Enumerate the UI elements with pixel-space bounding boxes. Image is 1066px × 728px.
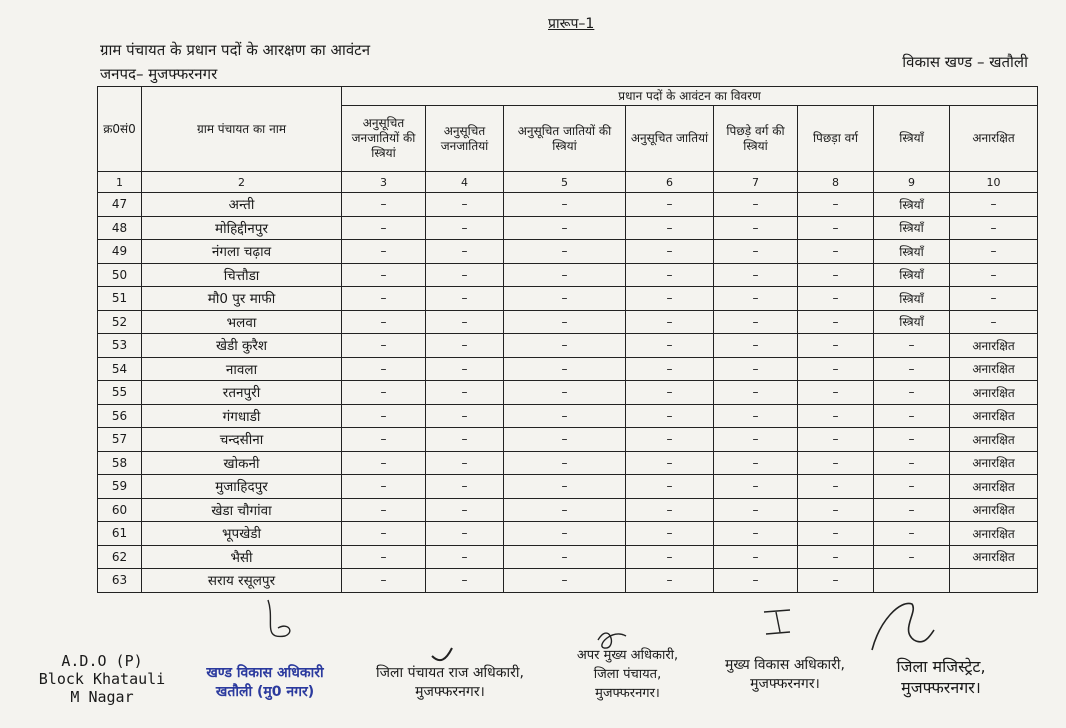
allocation-cell: –: [626, 263, 714, 287]
table-row: [98, 357, 1038, 381]
allocation-cell: –: [342, 498, 426, 522]
allocation-cell: –: [950, 216, 1038, 240]
allocation-cell: –: [342, 357, 426, 381]
allocation-cell: –: [626, 357, 714, 381]
allocation-cell: –: [626, 569, 714, 593]
allocation-cell: –: [426, 334, 504, 358]
allocation-cell: –: [504, 545, 626, 569]
allocation-cell: –: [714, 240, 798, 264]
allocation-cell: –: [874, 381, 950, 405]
allocation-cell: –: [626, 193, 714, 217]
allocation-cell: –: [342, 310, 426, 334]
allocation-cell: –: [798, 240, 874, 264]
allocation-cell: –: [342, 428, 426, 452]
document-title: ग्राम पंचायत के प्रधान पदों के आरक्षण का आवंटन: [100, 41, 371, 59]
table-row: [98, 310, 1038, 334]
allocation-cell: स्त्रियाँ: [874, 193, 950, 217]
allocation-cell: –: [950, 310, 1038, 334]
signature-dm: [866, 656, 1016, 698]
allocation-cell: –: [426, 381, 504, 405]
allocation-cell: –: [342, 263, 426, 287]
allocation-cell: –: [342, 404, 426, 428]
allocation-cell: –: [798, 451, 874, 475]
panchayat-name-cell: भूपखेडी: [142, 522, 342, 546]
allocation-cell: –: [504, 381, 626, 405]
serial-cell: 55: [98, 381, 142, 405]
allocation-cell: –: [798, 428, 874, 452]
allocation-cell: –: [874, 522, 950, 546]
allocation-cell: –: [874, 545, 950, 569]
allocation-cell: –: [798, 287, 874, 311]
serial-cell: 57: [98, 428, 142, 452]
serial-cell: 51: [98, 287, 142, 311]
allocation-cell: –: [504, 357, 626, 381]
allocation-cell: स्त्रियाँ: [874, 263, 950, 287]
allocation-cell: –: [426, 357, 504, 381]
column-number-row: [98, 172, 1038, 193]
panchayat-name-cell: रतनपुरी: [142, 381, 342, 405]
table-row: [98, 381, 1038, 405]
signature-line: खतौली (मु0 नगर): [215, 684, 315, 700]
allocation-cell: –: [426, 522, 504, 546]
table-row: [98, 451, 1038, 475]
column-number: 6: [626, 172, 714, 193]
form-number: प्रारूप–1: [548, 16, 595, 32]
allocation-cell: –: [426, 404, 504, 428]
header-group: प्रधान पदों के आवंटन का विवरण: [342, 87, 1038, 106]
allocation-cell: –: [342, 522, 426, 546]
table-row: [98, 263, 1038, 287]
serial-cell: 53: [98, 334, 142, 358]
allocation-cell: –: [798, 498, 874, 522]
signature-line: जिला पंचायत राज अधिकारी,: [376, 665, 524, 681]
serial-cell: 60: [98, 498, 142, 522]
allocation-cell: –: [342, 475, 426, 499]
allocation-cell: –: [504, 263, 626, 287]
signature-ado: [32, 652, 172, 706]
column-number: 3: [342, 172, 426, 193]
table-row: [98, 569, 1038, 593]
allocation-cell: –: [626, 240, 714, 264]
panchayat-name-cell: भलवा: [142, 310, 342, 334]
allocation-cell: –: [798, 569, 874, 593]
allocation-cell: –: [874, 475, 950, 499]
allocation-cell: –: [798, 310, 874, 334]
column-number: 9: [874, 172, 950, 193]
allocation-cell: –: [626, 334, 714, 358]
table-row: [98, 287, 1038, 311]
allocation-cell: –: [426, 545, 504, 569]
allocation-cell: –: [714, 310, 798, 334]
allocation-cell: –: [342, 240, 426, 264]
column-number: 5: [504, 172, 626, 193]
allocation-cell: –: [504, 287, 626, 311]
header-category: अनुसूचित जनजातियां: [426, 106, 504, 172]
allocation-cell: –: [426, 216, 504, 240]
allocation-cell: –: [874, 404, 950, 428]
allocation-cell: –: [626, 404, 714, 428]
header-serial: क्र0सं0: [98, 87, 142, 172]
allocation-cell: –: [626, 216, 714, 240]
table-row: [98, 216, 1038, 240]
allocation-cell: –: [626, 522, 714, 546]
allocation-cell: –: [342, 334, 426, 358]
column-number: 2: [142, 172, 342, 193]
allocation-cell: –: [714, 428, 798, 452]
allocation-cell: –: [714, 263, 798, 287]
table-row: [98, 240, 1038, 264]
allocation-cell: –: [798, 357, 874, 381]
allocation-cell: स्त्रियाँ: [874, 287, 950, 311]
allocation-cell: –: [714, 381, 798, 405]
header-category: अनारक्षित: [950, 106, 1038, 172]
serial-cell: 61: [98, 522, 142, 546]
allocation-cell: [874, 569, 950, 593]
allocation-cell: –: [342, 381, 426, 405]
column-number: 7: [714, 172, 798, 193]
panchayat-name-cell: चित्तौडा: [142, 263, 342, 287]
allocation-cell: अनारक्षित: [950, 428, 1038, 452]
panchayat-name-cell: सराय रसूलपुर: [142, 569, 342, 593]
allocation-cell: –: [504, 475, 626, 499]
allocation-cell: –: [714, 334, 798, 358]
allocation-cell: अनारक्षित: [950, 334, 1038, 358]
allocation-cell: स्त्रियाँ: [874, 310, 950, 334]
allocation-cell: –: [714, 287, 798, 311]
panchayat-name-cell: अन्ती: [142, 193, 342, 217]
allocation-cell: –: [426, 475, 504, 499]
allocation-cell: –: [426, 310, 504, 334]
allocation-cell: –: [342, 451, 426, 475]
allocation-cell: –: [874, 498, 950, 522]
allocation-cell: स्त्रियाँ: [874, 240, 950, 264]
header-category: पिछड़ा वर्ग: [798, 106, 874, 172]
column-number: 1: [98, 172, 142, 193]
signature-line: Block Khatauli: [38, 670, 166, 688]
allocation-cell: –: [714, 404, 798, 428]
allocation-cell: –: [950, 240, 1038, 264]
table-row: [98, 193, 1038, 217]
signature-dpro: [360, 664, 540, 702]
allocation-cell: अनारक्षित: [950, 381, 1038, 405]
signature-line: M Nagar: [70, 688, 134, 706]
table-row: [98, 498, 1038, 522]
allocation-cell: –: [342, 569, 426, 593]
allocation-cell: –: [426, 240, 504, 264]
column-number: 8: [798, 172, 874, 193]
allocation-cell: –: [426, 451, 504, 475]
signature-cdo: [710, 656, 860, 694]
allocation-cell: –: [426, 428, 504, 452]
allocation-cell: –: [426, 287, 504, 311]
allocation-cell: अनारक्षित: [950, 357, 1038, 381]
signature-line: खण्ड विकास अधिकारी: [206, 665, 324, 681]
allocation-cell: –: [626, 545, 714, 569]
panchayat-name-cell: मोहिद्दीनपुर: [142, 216, 342, 240]
allocation-cell: –: [626, 475, 714, 499]
table-row: [98, 522, 1038, 546]
signature-line: A.D.O (P): [61, 652, 143, 670]
allocation-cell: –: [798, 193, 874, 217]
allocation-cell: –: [798, 334, 874, 358]
allocation-cell: –: [874, 451, 950, 475]
panchayat-name-cell: मौ0 पुर माफी: [142, 287, 342, 311]
table-row: [98, 545, 1038, 569]
allocation-cell: –: [426, 263, 504, 287]
block-label: विकास खण्ड – खतौली: [902, 53, 1028, 71]
serial-cell: 50: [98, 263, 142, 287]
allocation-cell: –: [714, 569, 798, 593]
signature-line: मुजफ्फरनगर।: [901, 678, 981, 697]
allocation-cell: –: [798, 475, 874, 499]
panchayat-name-cell: नंगला चढ़ाव: [142, 240, 342, 264]
allocation-cell: –: [504, 334, 626, 358]
serial-cell: 59: [98, 475, 142, 499]
header-name: ग्राम पंचायत का नाम: [142, 87, 342, 172]
allocation-cell: –: [714, 193, 798, 217]
table-row: [98, 475, 1038, 499]
panchayat-name-cell: खोकनी: [142, 451, 342, 475]
column-number: 4: [426, 172, 504, 193]
allocation-cell: –: [714, 475, 798, 499]
allocation-cell: –: [504, 216, 626, 240]
panchayat-name-cell: भैसी: [142, 545, 342, 569]
allocation-cell: –: [626, 451, 714, 475]
allocation-cell: अनारक्षित: [950, 404, 1038, 428]
signature-bdo: [180, 664, 350, 702]
allocation-table: [97, 86, 1038, 593]
table-row: [98, 404, 1038, 428]
serial-cell: 56: [98, 404, 142, 428]
serial-cell: 49: [98, 240, 142, 264]
panchayat-name-cell: चन्दसीना: [142, 428, 342, 452]
column-number: 10: [950, 172, 1038, 193]
allocation-cell: –: [798, 404, 874, 428]
allocation-cell: –: [342, 545, 426, 569]
allocation-cell: अनारक्षित: [950, 498, 1038, 522]
allocation-cell: –: [342, 193, 426, 217]
allocation-cell: –: [798, 216, 874, 240]
table-row: [98, 428, 1038, 452]
serial-cell: 62: [98, 545, 142, 569]
signature-line: मुजफ्फरनगर।: [415, 684, 485, 700]
allocation-cell: स्त्रियाँ: [874, 216, 950, 240]
allocation-cell: –: [714, 357, 798, 381]
signature-line: जिला पंचायत,: [593, 667, 662, 682]
allocation-cell: –: [714, 545, 798, 569]
panchayat-name-cell: गंगधाडी: [142, 404, 342, 428]
allocation-cell: –: [950, 263, 1038, 287]
panchayat-name-cell: खेडा चौगांवा: [142, 498, 342, 522]
allocation-cell: –: [504, 310, 626, 334]
allocation-cell: –: [504, 498, 626, 522]
header-category: स्त्रियाँ: [874, 106, 950, 172]
allocation-cell: –: [798, 381, 874, 405]
serial-cell: 63: [98, 569, 142, 593]
allocation-cell: –: [798, 545, 874, 569]
allocation-cell: अनारक्षित: [950, 475, 1038, 499]
allocation-cell: –: [626, 310, 714, 334]
signature-line: जिला मजिस्ट्रेट,: [896, 657, 986, 676]
header-category: पिछड़े वर्ग की स्त्रियां: [714, 106, 798, 172]
signature-line: अपर मुख्य अधिकारी,: [576, 648, 679, 663]
allocation-cell: –: [504, 522, 626, 546]
signature-line: मुख्य विकास अधिकारी,: [725, 657, 845, 673]
allocation-cell: –: [714, 216, 798, 240]
allocation-cell: –: [626, 428, 714, 452]
signature-line: मुजफ्फरनगर।: [750, 676, 820, 692]
signature-acdo: [555, 646, 700, 703]
allocation-cell: अनारक्षित: [950, 522, 1038, 546]
allocation-cell: –: [426, 193, 504, 217]
allocation-cell: –: [950, 193, 1038, 217]
allocation-cell: –: [626, 381, 714, 405]
header-category: अनुसूचित जातियां: [626, 106, 714, 172]
allocation-cell: अनारक्षित: [950, 545, 1038, 569]
allocation-cell: –: [714, 498, 798, 522]
serial-cell: 47: [98, 193, 142, 217]
allocation-cell: –: [504, 193, 626, 217]
allocation-cell: –: [626, 498, 714, 522]
allocation-cell: –: [874, 334, 950, 358]
allocation-cell: [950, 569, 1038, 593]
panchayat-name-cell: खेडी कुरैश: [142, 334, 342, 358]
allocation-cell: –: [504, 451, 626, 475]
table-row: [98, 334, 1038, 358]
allocation-cell: –: [426, 569, 504, 593]
allocation-cell: –: [504, 569, 626, 593]
serial-cell: 48: [98, 216, 142, 240]
signature-line: मुजफ्फरनगर।: [595, 686, 660, 701]
allocation-cell: –: [798, 263, 874, 287]
district-label: जनपद– मुजफ्फरनगर: [100, 65, 218, 83]
panchayat-name-cell: नावला: [142, 357, 342, 381]
allocation-cell: –: [950, 287, 1038, 311]
allocation-cell: –: [874, 428, 950, 452]
allocation-cell: –: [504, 404, 626, 428]
allocation-cell: –: [504, 428, 626, 452]
allocation-cell: अनारक्षित: [950, 451, 1038, 475]
header-category: अनुसूचित जनजातियों की स्त्रियां: [342, 106, 426, 172]
allocation-cell: –: [504, 240, 626, 264]
header-category: अनुसूचित जातियों की स्त्रियां: [504, 106, 626, 172]
allocation-cell: –: [342, 287, 426, 311]
panchayat-name-cell: मुजाहिदपुर: [142, 475, 342, 499]
serial-cell: 52: [98, 310, 142, 334]
allocation-cell: –: [714, 451, 798, 475]
allocation-cell: –: [798, 522, 874, 546]
allocation-cell: –: [714, 522, 798, 546]
serial-cell: 58: [98, 451, 142, 475]
allocation-cell: –: [342, 216, 426, 240]
serial-cell: 54: [98, 357, 142, 381]
allocation-cell: –: [426, 498, 504, 522]
allocation-cell: –: [626, 287, 714, 311]
allocation-cell: –: [874, 357, 950, 381]
